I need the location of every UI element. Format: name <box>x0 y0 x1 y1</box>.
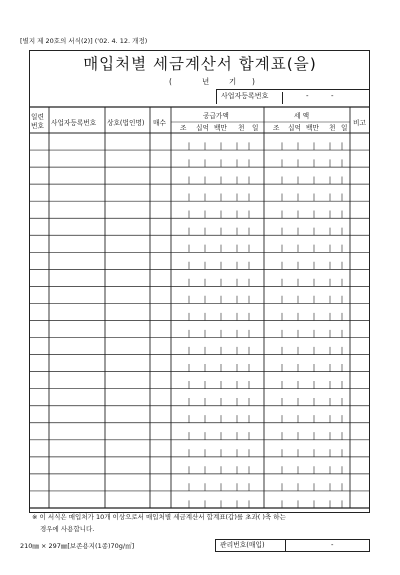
header-supply-value: 공급가액 <box>203 112 229 120</box>
management-number-value: - <box>331 541 334 549</box>
tax-unit-sibeok: 십억 <box>288 124 301 132</box>
tax-unit-jo: 조 <box>273 124 280 132</box>
form-number-note: [별지 제 20호의 서식(2)] ('02. 4. 12. 개정) <box>20 37 148 45</box>
tax-unit-baekman: 백만 <box>306 124 319 132</box>
usage-footnote-line1: ※ 이 서식은 매입처가 10개 이상으로서 매입처별 세금계산서 합계표(갑)를 초과( )축 하는 <box>32 513 286 521</box>
header-serial-line1: 일련 <box>31 113 44 121</box>
header-registration-number: 사업자등록번호 <box>51 119 97 127</box>
period-close-paren: ) <box>252 77 255 86</box>
registration-dash-2: - <box>331 92 334 100</box>
supply-unit-jo: 조 <box>180 124 187 132</box>
usage-footnote-line2: 경우에 사용합니다. <box>40 525 95 533</box>
header-company-name: 상호(법인명) <box>107 119 145 127</box>
registration-dash-1: - <box>306 92 309 100</box>
supply-unit-il: 일 <box>252 124 259 132</box>
registration-number-label: 사업자등록번호 <box>221 92 269 100</box>
tax-unit-cheon: 천 <box>329 124 336 132</box>
header-tax-amount: 세 액 <box>294 112 310 120</box>
supply-unit-cheon: 천 <box>238 124 245 132</box>
period-term-label: 기 <box>229 77 237 86</box>
supply-unit-sibeok: 십억 <box>196 124 209 132</box>
header-sheet-count: 매수 <box>153 119 166 127</box>
header-remarks: 비고 <box>353 119 366 127</box>
header-serial-line2: 번호 <box>31 122 44 130</box>
management-number-label: 관리번호(매입) <box>220 541 265 549</box>
paper-size-note: 210㎜ × 297㎜[보존용지(1종)70g/㎡] <box>20 542 135 550</box>
period-year-label: 년 <box>202 77 210 86</box>
management-divider <box>285 539 286 552</box>
period-open-paren: ( <box>169 77 172 86</box>
supply-unit-baekman: 백만 <box>214 124 227 132</box>
form-title: 매입처별 세금계산서 합계표(을) <box>83 55 317 73</box>
tax-unit-il: 일 <box>341 124 348 132</box>
